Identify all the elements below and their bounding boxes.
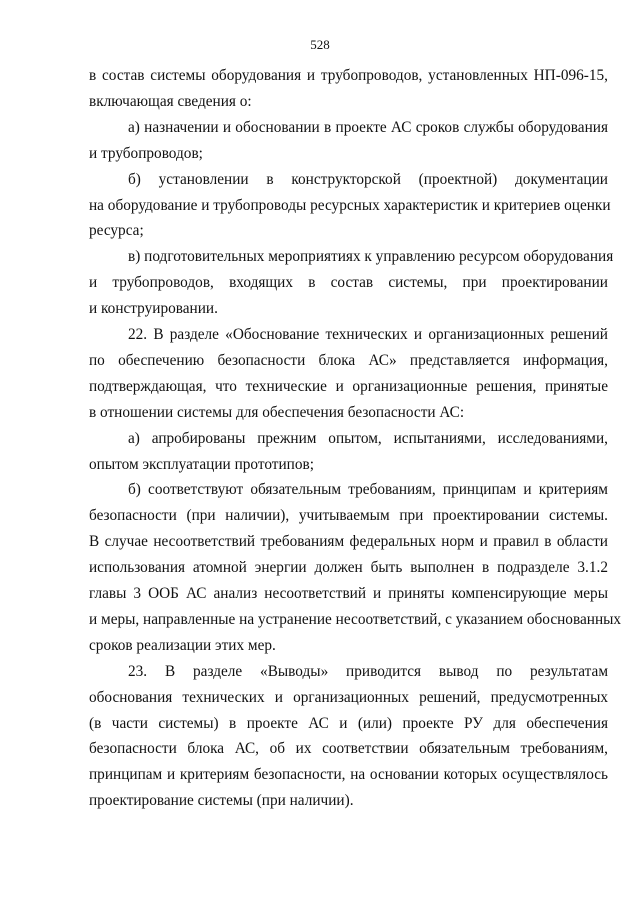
text-line: опытом эксплуатации прототипов; (89, 455, 314, 473)
text-line: ресурса; (89, 222, 144, 240)
text-line: включающая сведения о: (89, 92, 252, 110)
text-line: б) соответствуют обязательным требованиям, принципам и критериям (128, 481, 608, 499)
text-line: в отношении системы для обеспечения безопасности АС: (89, 403, 465, 421)
page-number: 528 (310, 37, 330, 52)
text-line: в) подготовительных мероприятиях к управлению ресурсом оборудования (128, 248, 614, 266)
text-line: 23. В разделе «Выводы» приводится вывод по результатам (128, 662, 608, 680)
text-line: а) назначении и обосновании в проекте АС сроков службы оборудования (128, 118, 608, 136)
text-line: 22. В разделе «Обоснование технических и организационных решений (128, 326, 608, 343)
text-line: и меры, направленные на устранение несоответствий, с указанием обоснованных (89, 610, 622, 628)
text-line: принципам и критериям безопасности, на основании которых осуществлялось (89, 766, 608, 784)
text-line: в состав системы оборудования и трубопроводов, установленных НП-096-15, (89, 67, 608, 84)
text-line: а) апробированы прежним опытом, испытаниями, исследованиями, (128, 429, 608, 447)
text-line: и конструировании. (89, 300, 218, 318)
text-line: на оборудование и трубопроводы ресурсных характеристик и критериев оценки (89, 196, 611, 214)
text-line: по обеспечению безопасности блока АС» представляется информация, (89, 351, 608, 369)
text-line: б) установлении в конструкторской (проектной) документации (128, 170, 608, 188)
text-line: главы 3 ООБ АС анализ несоответствий и приняты компенсирующие меры (89, 585, 608, 602)
text-line: и трубопроводов, входящих в состав системы, при проектировании (89, 274, 608, 292)
text-line: безопасности блока АС, об их соответствии обязательным требованиям, (89, 740, 608, 758)
text-line: проектирование системы (при наличии). (89, 792, 354, 810)
text-line: подтверждающая, что технические и организационные решения, принятые (89, 377, 608, 395)
text-line: и трубопроводов; (89, 144, 203, 162)
text-line: обоснования технических и организационных решений, предусмотренных (89, 688, 608, 706)
text-line: безопасности (при наличии), учитываемым при проектировании системы. (89, 507, 608, 525)
text-line: сроков реализации этих мер. (89, 636, 276, 654)
text-line: использования атомной энергии должен быть выполнен в подразделе 3.1.2 (89, 559, 608, 577)
text-line: (в части системы) в проекте АС и (или) проекте РУ для обеспечения (89, 714, 608, 732)
text-line: В случае несоответствий требованиям федеральных норм и правил в области (89, 533, 608, 551)
